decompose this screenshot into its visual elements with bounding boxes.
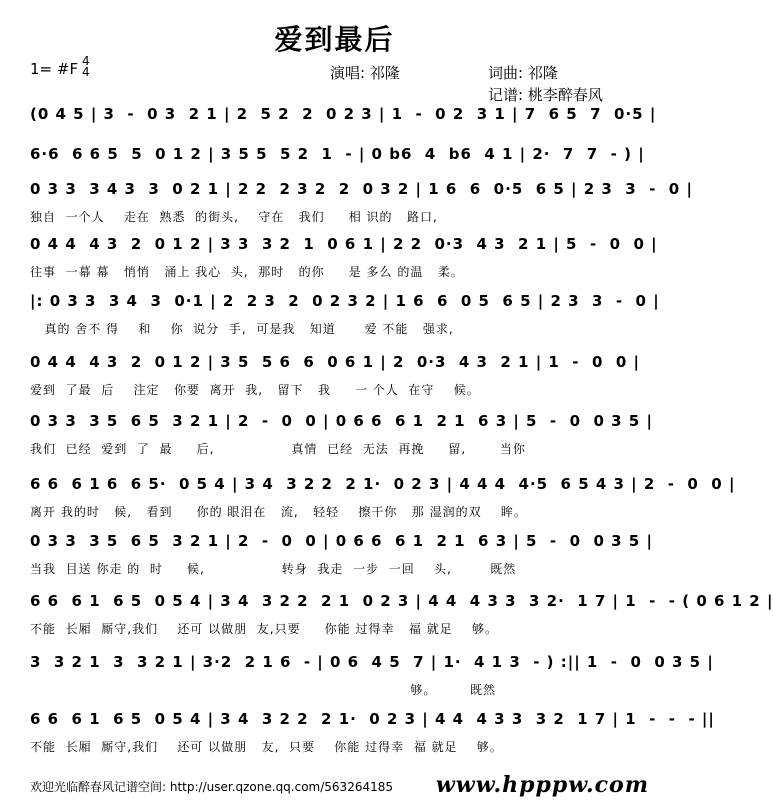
lyric-line: 不能 长厢 厮守,我们 还可 以做朋 友,只要 你能 过得幸 福 就足 够。 — [30, 622, 498, 636]
lyricist-credit: 词曲: 祁隆 — [488, 64, 558, 82]
lyric-line: 当我 目送 你走 的 时 候, 转身 我走 一步 一回 头, 既然 — [30, 562, 517, 576]
lyric-line: 够。 既然 — [30, 683, 497, 697]
lyric-line: 不能 长厢 厮守,我们 还可 以做朋 友, 只要 你能 过得幸 福 就足 够。 — [30, 740, 503, 754]
song-title: 爱到最后 — [274, 23, 395, 56]
lyric-line: 真的 舍不 得 和 你 说分 手, 可是我 知道 爱 不能 强求, — [30, 322, 454, 336]
notation-line: 0 4 4 4 3 2 0 1 2 | 3 3 3 2 1 0 6 1 | 2 2 0·3 4 3 2 1 | 5 - 0 0 | — [30, 235, 658, 253]
notation-line: |: 0 3 3 3 4 3 0·1 | 2 2 3 2 0 2 3 2 | 1 6 6 0 5 6 5 | 2 3 3 - 0 | — [30, 292, 660, 310]
lyric-line: 往事 一幕 幕 悄悄 涌上 我心 头, 那时 的你 是 多么 的温 柔。 — [30, 265, 464, 279]
notation-line: 0 3 3 3 5 6 5 3 2 1 | 2 - 0 0 | 0 6 6 6 1 2 1 6 3 | 5 - 0 0 3 5 | — [30, 532, 653, 550]
notation-line: 6 6 6 1 6 5 0 5 4 | 3 4 3 2 2 2 1· 0 2 3 | 4 4 4 3 3 3 2 1 7 | 1 - - - || — [30, 710, 715, 728]
notation-line: 0 3 3 3 5 6 5 3 2 1 | 2 - 0 0 | 0 6 6 6 1 2 1 6 3 | 5 - 0 0 3 5 | — [30, 412, 653, 430]
meter-bottom: 4 — [82, 65, 90, 79]
notation-line: 6 6 6 1 6 5 0 5 4 | 3 4 3 2 2 2 1 0 2 3 | 4 4 4 3 3 3 2· 1 7 | 1 - - ( 0 6 1 2 | — [30, 592, 773, 610]
notation-line: 0 4 4 4 3 2 0 1 2 | 3 5 5 6 6 0 6 1 | 2 0·3 4 3 2 1 | 1 - 0 0 | — [30, 353, 640, 371]
notation-line: (0 4 5 | 3 - 0 3 2 1 | 2 5 2 2 0 2 3 | 1 - 0 2 3 1 | 7 6 5 7 0·5 | — [30, 105, 657, 123]
lyric-line: 我们 已经 爱到 了 最 后, 真情 已经 无法 再挽 留, 当你 — [30, 442, 526, 456]
key-label: 1= #F — [30, 60, 79, 78]
watermark: www.hpppw.com — [435, 772, 649, 798]
footer-text: 欢迎光临醉春风记谱空间: http://user.qzone.qq.com/563264185 — [30, 780, 394, 794]
notation-line: 0 3 3 3 4 3 3 0 2 1 | 2 2 2 3 2 2 0 3 2 | 1 6 6 0·5 6 5 | 2 3 3 - 0 | — [30, 180, 693, 198]
key-signature — [30, 54, 90, 79]
lyric-line: 独自 一个人 走在 熟悉 的街头, 守在 我们 相 识的 路口, — [30, 210, 438, 224]
lyric-line: 爱到 了最 后 注定 你要 离开 我, 留下 我 一 个人 在守 候。 — [30, 383, 480, 397]
singer-credit: 演唱: 祁隆 — [330, 64, 400, 82]
lyric-line: 离开 我的时 候, 看到 你的 眼泪在 流, 轻轻 擦干你 那 湿润的双 眸。 — [30, 505, 527, 519]
notation-line: 6 6 6 1 6 6 5· 0 5 4 | 3 4 3 2 2 2 1· 0 2 3 | 4 4 4 4·5 6 5 4 3 | 2 - 0 0 | — [30, 475, 736, 493]
notation-line: 6·6 6 6 5 5 0 1 2 | 3 5 5 5 2 1 - | 0 b6 4 b6 4 1 | 2· 7 7 - ) | — [30, 145, 645, 163]
meter-top: 4 — [82, 54, 90, 68]
time-signature — [82, 56, 90, 78]
notation-line: 3 3 2 1 3 3 2 1 | 3·2 2 1 6 - | 0 6 4 5 7 | 1· 4 1 3 - ) :|| 1 - 0 0 3 5 | — [30, 653, 714, 671]
notation-credit: 记谱: 桃李醉春风 — [488, 86, 603, 104]
